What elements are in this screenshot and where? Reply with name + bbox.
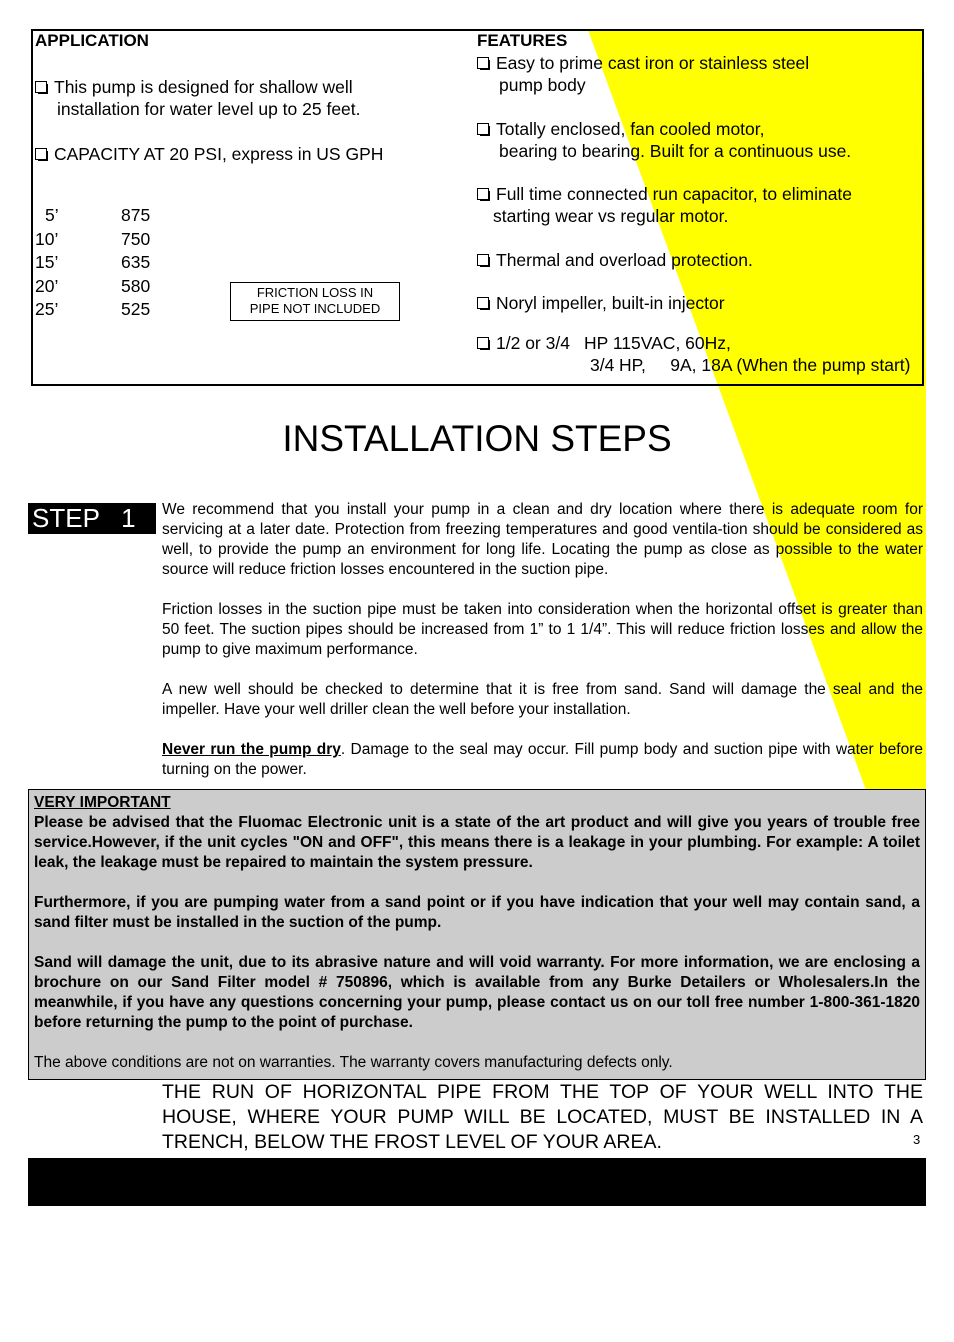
important-paragraph: Sand will damage the unit, due to its abrasive nature and will void warranty. For more information, we are enclosing a brochure on our Sand Filter model # 750896, which is available from any Burke Detailers or Wholesalers.In the meanwhile, if you have any questions concerning your pump, please contact us on our toll free number 1-800-361-1820 before returning the pump to the point of purchase. — [34, 954, 920, 1031]
application-item-capacity: CAPACITY AT 20 PSI, express in US GPH — [35, 143, 383, 165]
checkbox-bullet-icon — [35, 81, 48, 94]
feature-item-line2: starting wear vs regular motor. — [493, 206, 729, 226]
step-paragraph: Friction losses in the suction pipe must be taken into consideration when the horizontal offset is greater than 50 feet. The suction pipes should be increased from 1” to 1 1/4”. This will reduce friction losses and allow the pump to give maximum performance. — [162, 601, 923, 658]
capacity-gph: 750 — [121, 228, 151, 249]
capacity-depth: 15’ — [35, 252, 59, 272]
page-number: 3 — [913, 1132, 921, 1147]
capacity-depth: 5’ — [45, 205, 59, 225]
checkbox-bullet-icon — [477, 254, 490, 267]
step-badge: STEP 1 — [28, 503, 156, 534]
feature-item: Thermal and overload protection. — [477, 249, 753, 271]
feature-item-amps: HP, 9A, 18A (When the pump start) — [619, 355, 911, 375]
important-paragraph: Please be advised that the Fluomac Electronic unit is a state of the art product and will give you years of trouble free service.However, if the unit cycles "ON and OFF", this means there is a leakage in your plumbing. For example: A toilet leak, the leakage must be repaired to maintain the system pressure. — [34, 814, 920, 871]
checkbox-bullet-icon — [477, 57, 490, 70]
very-important-box — [28, 789, 926, 1080]
capacity-gph: 635 — [121, 252, 151, 272]
important-heading: VERY IMPORTANT — [34, 794, 171, 811]
capacity-depth: 25’ — [35, 299, 59, 319]
checkbox-bullet-icon — [477, 297, 490, 310]
feature-item: Noryl impeller, built-in injector — [477, 292, 725, 314]
application-item-shallow-well-line2: installation for water level up to 25 feet. — [57, 99, 361, 119]
contact-footer — [28, 1158, 926, 1334]
footer-telephone: TEL: 514.337.4415 — [385, 1258, 607, 1288]
feature-item-rating: HP 115VAC, 60Hz, — [584, 333, 731, 353]
warranty-note: The above conditions are not on warranties. The warranty covers manufacturing defects only. — [34, 1054, 673, 1071]
feature-item: Totally enclosed, fan cooled motor, — [477, 118, 765, 140]
feature-item-amps-hp: 3/4 — [590, 355, 615, 375]
feature-item: 1/2 or 3/4 — [477, 332, 570, 354]
feature-item-line2: bearing to bearing. Built for a continuous use. — [499, 141, 852, 161]
capacity-gph: 525 — [121, 299, 151, 319]
capacity-gph: 580 — [121, 275, 151, 296]
feature-item: Full time connected run capacitor, to eliminate — [477, 183, 852, 205]
page-title: INSTALLATION STEPS — [282, 418, 672, 459]
checkbox-bullet-icon — [477, 188, 490, 201]
warning-emphasis: Never run the pump dry — [162, 741, 341, 758]
application-item-shallow-well: This pump is designed for shallow well — [35, 76, 353, 98]
step-paragraph: Never run the pump dry. Damage to the seal may occur. Fill pump body and suction pipe with water before turning on the power. — [162, 741, 923, 778]
feature-item-line2: pump body — [499, 75, 586, 95]
features-heading: FEATURES — [477, 31, 568, 50]
checkbox-bullet-icon — [477, 337, 490, 350]
friction-loss-note: FRICTION LOSS IN PIPE NOT INCLUDED — [230, 282, 400, 321]
capacity-depth: 10’ — [35, 228, 59, 249]
feature-item: Easy to prime cast iron or stainless steel — [477, 52, 809, 74]
capacity-gph: 875 — [121, 205, 151, 225]
important-paragraph: Furthermore, if you are pumping water from a sand point or if you have indication that your well may contain sand, a sand filter must be installed in the suction of the pump. — [34, 894, 920, 931]
step-paragraph: A new well should be checked to determine that it is free from sand. Sand will damage the seal and the impeller. Have your well driller clean the well before your installation. — [162, 681, 923, 718]
application-heading: APPLICATION — [35, 31, 149, 50]
checkbox-bullet-icon — [477, 123, 490, 136]
footer-fax: FAX: 514.337.4029 — [650, 1304, 873, 1334]
footer-info-label: FOR INFORMATION — [63, 1212, 313, 1242]
trench-instruction: THE RUN OF HORIZONTAL PIPE FROM THE TOP OF YOUR WELL INTO THE HOUSE, WHERE YOUR PUMP WILL BE LOCATED, MUST BE INSTALLED IN A TRENCH, BELOW THE FROST LEVEL OF YOUR AREA. — [162, 1081, 923, 1153]
step-paragraph: We recommend that you install your pump in a clean and dry location where there is adequate room for servicing at a later date. Protection from freezing temperatures and good ventila-tion should be considered as well, to provide the pump an environment for long life. Locating the pump as close as possible to the water source will reduce friction losses encountered in the suction pipe. — [162, 501, 923, 578]
capacity-depth: 20’ — [35, 275, 59, 296]
checkbox-bullet-icon — [35, 148, 48, 161]
